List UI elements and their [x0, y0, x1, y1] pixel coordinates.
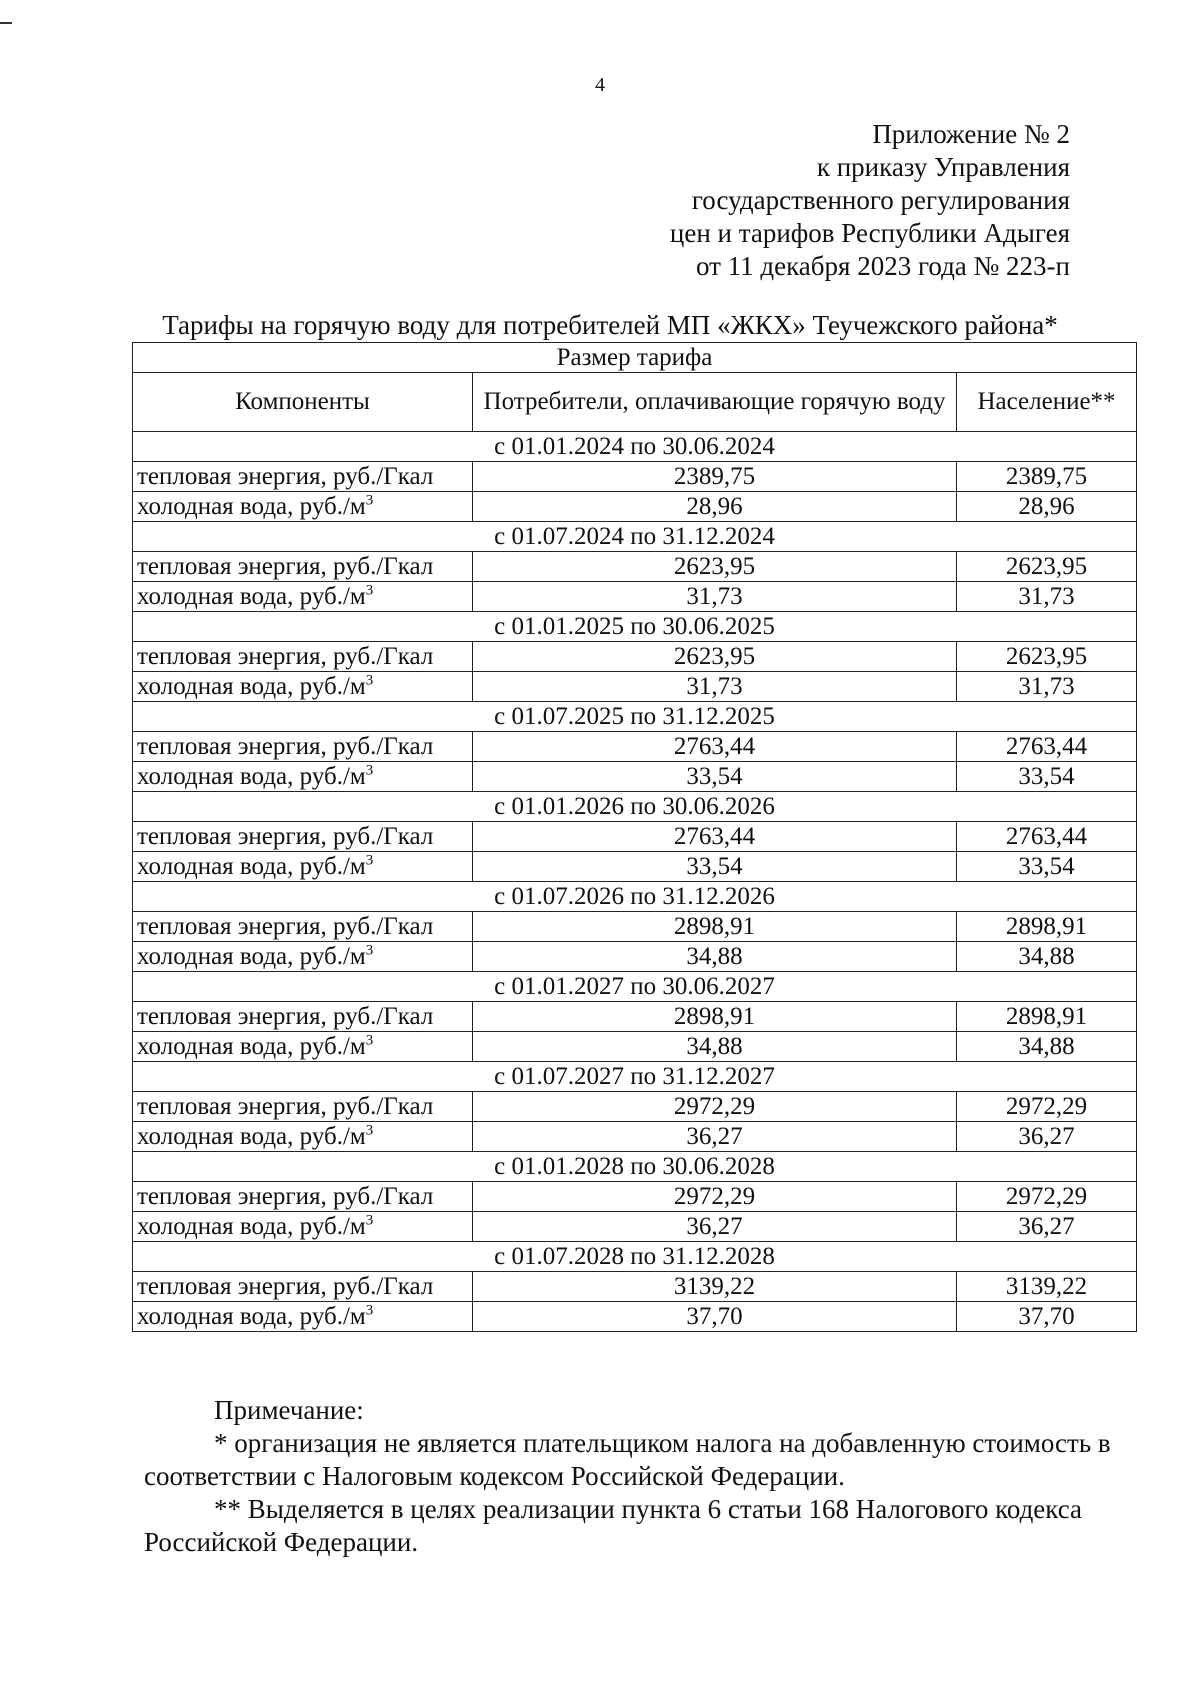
component-label-water [133, 492, 473, 522]
value-population: 2898,91 [957, 1002, 1137, 1032]
period-label: с 01.07.2028 по 31.12.2028 [133, 1242, 1137, 1272]
value-population: 34,88 [957, 1032, 1137, 1062]
period-row [133, 972, 1137, 1002]
component-label-text: холодная вода, руб./м [137, 1302, 366, 1330]
header-consumers: Потребители, оплачивающие горячую воду [473, 373, 957, 432]
period-label: с 01.07.2026 по 31.12.2026 [133, 882, 1137, 912]
component-label-water [133, 582, 473, 612]
component-label-water [133, 1212, 473, 1242]
component-label-heat: тепловая энергия, руб./Гкал [133, 822, 473, 852]
value-population: 31,73 [957, 582, 1137, 612]
value-population: 31,73 [957, 672, 1137, 702]
value-population: 33,54 [957, 852, 1137, 882]
component-label-heat: тепловая энергия, руб./Гкал [133, 1272, 473, 1302]
period-row [133, 522, 1137, 552]
component-label-text: холодная вода, руб./м [137, 762, 366, 790]
value-consumers: 31,73 [473, 672, 957, 702]
period-row [133, 1062, 1137, 1092]
value-population: 2972,29 [957, 1092, 1137, 1122]
table-row [133, 1092, 1137, 1122]
value-population: 2972,29 [957, 1182, 1137, 1212]
component-label-text: холодная вода, руб./м [137, 672, 366, 700]
component-label-water [133, 942, 473, 972]
value-consumers: 37,70 [473, 1302, 957, 1332]
period-row [133, 432, 1137, 462]
table-row [133, 1272, 1137, 1302]
tariff-table [132, 342, 1137, 1332]
value-consumers: 2623,95 [473, 642, 957, 672]
value-consumers: 2763,44 [473, 822, 957, 852]
table-row [133, 492, 1137, 522]
appendix-line: государственного регулирования [691, 185, 1070, 215]
appendix-block [670, 118, 1070, 283]
table-row [133, 852, 1137, 882]
unit-superscript: 3 [365, 672, 374, 689]
table-row [133, 672, 1137, 702]
value-consumers: 28,96 [473, 492, 957, 522]
period-row [133, 1152, 1137, 1182]
period-label: с 01.07.2027 по 31.12.2027 [133, 1062, 1137, 1092]
component-label-text: холодная вода, руб./м [137, 942, 366, 970]
value-population: 36,27 [957, 1212, 1137, 1242]
component-label-water [133, 1122, 473, 1152]
header-population: Население** [957, 373, 1137, 432]
value-population: 2389,75 [957, 462, 1137, 492]
unit-superscript: 3 [365, 1122, 374, 1139]
value-consumers: 36,27 [473, 1212, 957, 1242]
value-consumers: 33,54 [473, 762, 957, 792]
value-consumers: 2898,91 [473, 1002, 957, 1032]
period-label: с 01.01.2027 по 30.06.2027 [133, 972, 1137, 1002]
table-header-row [133, 343, 1137, 373]
value-consumers: 3139,22 [473, 1272, 957, 1302]
value-population: 3139,22 [957, 1272, 1137, 1302]
component-label-text: холодная вода, руб./м [137, 492, 366, 520]
unit-superscript: 3 [365, 1212, 374, 1229]
page-number: 4 [595, 74, 605, 96]
table-row [133, 1032, 1137, 1062]
appendix-line: Приложение № 2 [872, 119, 1070, 149]
period-row [133, 792, 1137, 822]
component-label-text: холодная вода, руб./м [137, 852, 366, 880]
value-population: 28,96 [957, 492, 1137, 522]
table-row [133, 822, 1137, 852]
period-label: с 01.01.2028 по 30.06.2028 [133, 1152, 1137, 1182]
table-row [133, 1212, 1137, 1242]
table-row [133, 732, 1137, 762]
component-label-water [133, 672, 473, 702]
component-label-text: холодная вода, руб./м [137, 1032, 366, 1060]
unit-superscript: 3 [365, 852, 374, 869]
note-tax-code: ** Выделяется в целях реализации пункта 6 статьи 168 Налогового кодекса Российской Федерации. [144, 1494, 1083, 1557]
value-consumers: 34,88 [473, 942, 957, 972]
value-population: 2898,91 [957, 912, 1137, 942]
table-row [133, 552, 1137, 582]
value-population: 2623,95 [957, 552, 1137, 582]
value-population: 2763,44 [957, 822, 1137, 852]
component-label-water [133, 1032, 473, 1062]
period-row [133, 702, 1137, 732]
value-population: 33,54 [957, 762, 1137, 792]
header-components: Компоненты [133, 373, 473, 432]
value-consumers: 31,73 [473, 582, 957, 612]
notes-block [144, 1394, 1144, 1559]
unit-superscript: 3 [365, 582, 374, 599]
component-label-heat: тепловая энергия, руб./Гкал [133, 552, 473, 582]
unit-superscript: 3 [365, 762, 374, 779]
header-tariff-size: Размер тарифа [133, 343, 1137, 373]
period-label: с 01.01.2024 по 30.06.2024 [133, 432, 1137, 462]
component-label-heat: тепловая энергия, руб./Гкал [133, 912, 473, 942]
component-label-heat: тепловая энергия, руб./Гкал [133, 642, 473, 672]
component-label-heat: тепловая энергия, руб./Гкал [133, 1182, 473, 1212]
value-population: 37,70 [957, 1302, 1137, 1332]
component-label-heat: тепловая энергия, руб./Гкал [133, 732, 473, 762]
table-header-row [133, 373, 1137, 432]
period-label: с 01.01.2026 по 30.06.2026 [133, 792, 1137, 822]
value-population: 2763,44 [957, 732, 1137, 762]
appendix-line: к приказу Управления [816, 152, 1070, 182]
period-row [133, 612, 1137, 642]
value-consumers: 2972,29 [473, 1092, 957, 1122]
period-label: с 01.07.2025 по 31.12.2025 [133, 702, 1137, 732]
period-row [133, 882, 1137, 912]
table-row [133, 762, 1137, 792]
component-label-heat: тепловая энергия, руб./Гкал [133, 1092, 473, 1122]
table-row [133, 1002, 1137, 1032]
table-row [133, 462, 1137, 492]
value-population: 2623,95 [957, 642, 1137, 672]
table-row [133, 942, 1137, 972]
notes-heading: Примечание: [214, 1395, 364, 1425]
value-consumers: 36,27 [473, 1122, 957, 1152]
component-label-heat: тепловая энергия, руб./Гкал [133, 1002, 473, 1032]
component-label-heat: тепловая энергия, руб./Гкал [133, 462, 473, 492]
table-row [133, 1302, 1137, 1332]
component-label-water [133, 852, 473, 882]
unit-superscript: 3 [365, 1302, 374, 1319]
unit-superscript: 3 [365, 942, 374, 959]
table-title: Тарифы на горячую воду для потребителей МП «ЖКХ» Теучежского района* [162, 310, 1058, 340]
table-row [133, 1182, 1137, 1212]
component-label-water [133, 1302, 473, 1332]
value-population: 36,27 [957, 1122, 1137, 1152]
note-vat: * организация не является плательщиком налога на добавленную стоимость в соответствии с Налоговым кодексом Российской Федерации. [144, 1428, 1111, 1491]
value-consumers: 2623,95 [473, 552, 957, 582]
value-consumers: 33,54 [473, 852, 957, 882]
table-row [133, 582, 1137, 612]
component-label-text: холодная вода, руб./м [137, 1212, 366, 1240]
table-row [133, 1122, 1137, 1152]
period-row [133, 1242, 1137, 1272]
appendix-line: цен и тарифов Республики Адыгея [669, 218, 1070, 248]
period-label: с 01.01.2025 по 30.06.2025 [133, 612, 1137, 642]
tariff-table-body [133, 432, 1137, 1332]
component-label-text: холодная вода, руб./м [137, 582, 366, 610]
table-row [133, 642, 1137, 672]
value-consumers: 2972,29 [473, 1182, 957, 1212]
scan-edge-mark [0, 22, 12, 24]
value-consumers: 2389,75 [473, 462, 957, 492]
value-consumers: 2763,44 [473, 732, 957, 762]
value-consumers: 34,88 [473, 1032, 957, 1062]
appendix-line: от 11 декабря 2023 года № 223-п [695, 251, 1070, 281]
unit-superscript: 3 [365, 1032, 374, 1049]
value-consumers: 2898,91 [473, 912, 957, 942]
component-label-text: холодная вода, руб./м [137, 1122, 366, 1150]
period-label: с 01.07.2024 по 31.12.2024 [133, 522, 1137, 552]
component-label-water [133, 762, 473, 792]
value-population: 34,88 [957, 942, 1137, 972]
table-row [133, 912, 1137, 942]
unit-superscript: 3 [365, 492, 374, 509]
